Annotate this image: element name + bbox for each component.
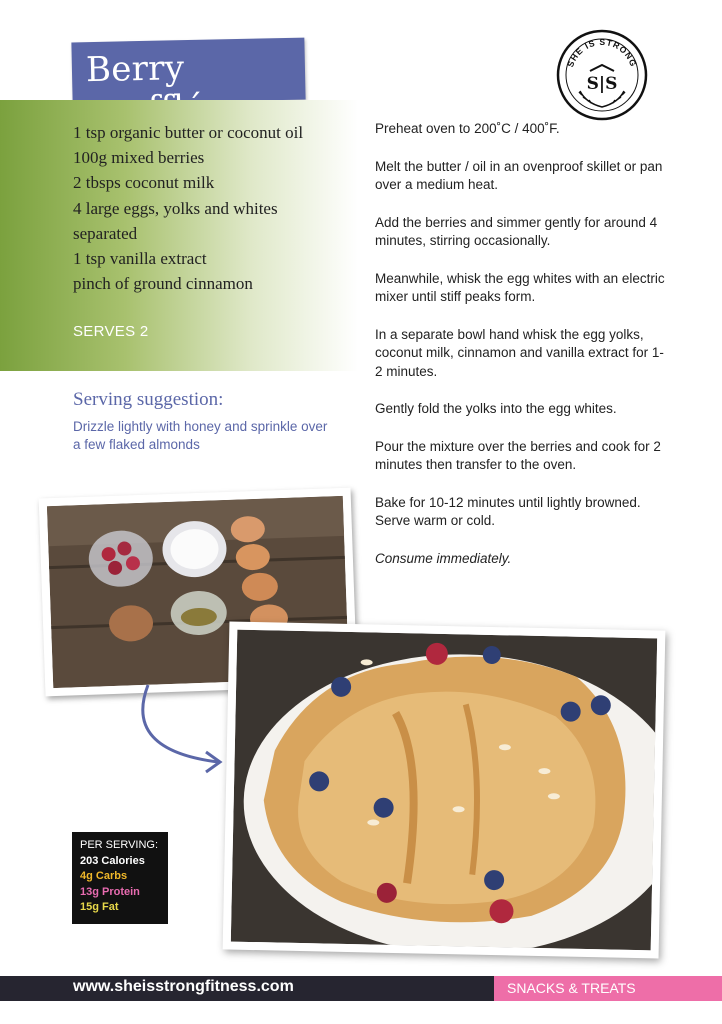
title-banner xyxy=(71,38,305,105)
method-step: Gently fold the yolks into the egg whites. xyxy=(375,401,617,416)
serves-label: SERVES 2 xyxy=(73,323,149,340)
method-step: In a separate bowl hand whisk the egg yolks, coconut milk, cinnamon and vanilla extract for 1-2 minutes. xyxy=(375,326,664,379)
nutrition-protein: 13g Protein xyxy=(80,885,140,898)
ingredient-item: 4 large eggs, yolks and whites xyxy=(73,198,278,218)
ingredient-item: separated xyxy=(73,223,138,243)
method-step: Melt the butter / oil in an ovenproof skillet or pan over a medium heat. xyxy=(375,158,663,192)
serving-suggestion-text xyxy=(73,418,353,454)
nutrition-calories: 203 Calories xyxy=(80,854,145,867)
method-step: Bake for 10-12 minutes until lightly browned. Serve warm or cold. xyxy=(375,494,641,528)
category-label: SNACKS & TREATS xyxy=(494,976,722,1001)
method-step: Meanwhile, whisk the egg whites with an electric mixer until stiff peaks form. xyxy=(375,270,665,304)
method-step: Preheat oven to 200˚C / 400˚F. xyxy=(375,121,560,136)
method-step: Pour the mixture over the berries and cook for 2 minutes then transfer to the oven. xyxy=(375,438,661,472)
serving-suggestion-heading: Serving suggestion: xyxy=(73,389,224,410)
serving-suggestion-line: Drizzle lightly with honey and sprinkle over xyxy=(73,419,328,434)
nutrition-heading: PER SERVING: xyxy=(80,839,159,851)
nutrition-fat: 15g Fat xyxy=(80,901,119,913)
nutrition-carbs: 4g Carbs xyxy=(80,870,128,882)
ingredient-item: 100g mixed berries xyxy=(73,148,205,168)
ingredients-list xyxy=(73,120,363,296)
logo-monogram: S|S xyxy=(586,74,618,94)
logo-ring-text: SHE IS STRONG xyxy=(565,36,639,69)
she-is-strong-logo xyxy=(556,29,648,121)
souffle-photo xyxy=(223,621,666,958)
nutrition-box xyxy=(72,832,168,924)
ingredient-item: 1 tsp organic butter or coconut oil xyxy=(73,123,304,142)
method-steps xyxy=(375,120,665,587)
method-note: Consume immediately. xyxy=(375,550,512,566)
method-step: Add the berries and simmer gently for around 4 minutes, stirring occasionally. xyxy=(375,214,658,248)
arrow-icon xyxy=(128,680,228,790)
ingredient-item: pinch of ground cinnamon xyxy=(73,274,253,294)
page-title: Berry xyxy=(85,48,185,91)
footer-bar xyxy=(0,976,722,1001)
ingredient-item: 1 tsp vanilla extract xyxy=(73,249,207,269)
serving-suggestion-line: a few flaked almonds xyxy=(73,437,200,452)
website-link[interactable]: www.sheisstrongfitness.com xyxy=(73,978,294,995)
ingredient-item: 2 tbsps coconut milk xyxy=(73,173,215,193)
